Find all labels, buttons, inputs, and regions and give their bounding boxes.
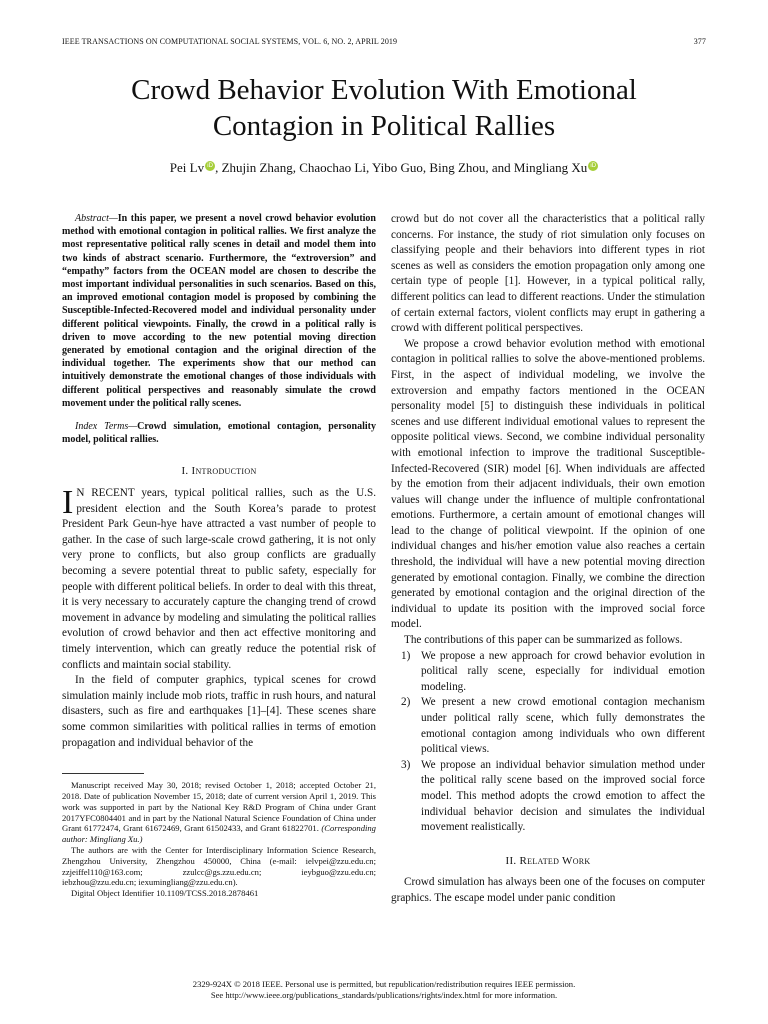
author-rest: , Zhujin Zhang, Chaochao Li, Yibo Guo, Bing Zhou, and Mingliang Xu [215, 160, 588, 175]
list-item: 3) We propose an individual behavior simulation method under the political rally scene based on the improved social force model. This method adopts the crowd emotion to affect the individual behavior decision and simulates the individual movement realistically. [401, 758, 705, 834]
index-terms [62, 420, 376, 446]
footnote-manuscript: Manuscript received May 30, 2018; revised October 1, 2018; accepted October 21, 2018. Date of publication November 15, 2018; date of current version April 1, 2019. This work was supported in part by the National Key R&D Program of China under Grant 2017YFC0804401 and in part by the National Natural Science Foundation of China under Grant 61772474, Grant 61672469, Grant 61502433, and Grant 61822701. (Corresponding author: Mingliang Xu.) [62, 780, 376, 845]
right-paragraph-2: We propose a crowd behavior evolution method with emotional contagion in political rallies to solve the above-mentioned problems. First, in the aspect of individual modeling, we involve the extroversion and empathy factors mentioned in the OCEAN personality model [5] to distinguish these individuals in political scenes and use different individual emotional values to represent the opposite political views. Second, we combine individual personality with emotional infection to improve the traditional Susceptible-Infected-Recovered (SIR) model [6]. When individuals are affected by the emotion from their adjacent individuals, their own emotion values will change under the influence of multiple confrontational emotions. Furthermore, a certain amount of emotional changes will lead to the change of political viewpoint. If the opinion of one individual changes and his/her emotion value also reaches a certain threshold, the individual will have a new potential moving direction generated by emotional contagion. Finally, we combine the direction generated by emotional contagion and the original direction of the individual to update its position with the improved social force model. [391, 337, 705, 631]
title-line-1: Crowd Behavior Evolution With Emotional [131, 74, 637, 106]
list-item: 2) We present a new crowd emotional contagion mechanism under political rally scene, which fully demonstrates the emotional contagion among individuals who own different political views. [401, 696, 705, 756]
intro-paragraph-2: In the field of computer graphics, typical scenes for crowd simulation mainly include mob riots, traffic in rush hours, and natural disasters, such as fire and earthquakes [1]–[4]. These scenes share some common similarities with political rallies in terms of emotion propagation and individual behavior of the [62, 674, 376, 749]
right-paragraph-3: The contributions of this paper can be summarized as follows. [404, 634, 683, 647]
index-terms-label: Index Terms— [75, 421, 138, 433]
orcid-icon[interactable]: iD [205, 161, 215, 171]
author-first: Pei Lv [169, 160, 205, 175]
contributions-list [391, 649, 705, 836]
drop-cap: I [62, 484, 74, 522]
intro-paragraph-1 [62, 486, 376, 673]
related-work-paragraph: Crowd simulation has always been one of the focuses on computer graphics. The escape model under panic condition [391, 876, 705, 904]
abstract-text: In this paper, we present a novel crowd behavior evolution method with emotional contagion in political rallies. We first analyze the most representative political rally scenes in detail and model them into two kinds of abstract scenario. Furthermore, the “extroversion” and “empathy” factors from the OCEAN model are chosen to describe the most important individual personalities in such scenarios. Based on this, an improved emotional contagion model is proposed by combining the Susceptible-Infected-Recovered model and individual personality under different political viewpoints. Finally, the crowd in a political rally is driven to move according to the new potential moving direction generated by emotional contagion and the original direction of the individual together. The experiments show that our method can intuitively demonstrate the emotional changes of those individuals with different political perspectives and reasonably simulate the crowd movement under the political rally scenes. [62, 213, 376, 409]
list-item: 1) We propose a new approach for crowd behavior evolution in political rally scene, especially for individual emotion modeling. [401, 649, 705, 693]
index-terms-text: Crowd simulation, emotional contagion, personality model, political rallies. [62, 421, 377, 446]
page-number: 377 [693, 37, 706, 46]
footnote-doi: Digital Object Identifier 10.1109/TCSS.2018.2878461 [71, 888, 259, 899]
title-line-2: Contagion in Political Rallies [212, 110, 556, 142]
right-paragraph-1: crowd but do not cover all the characteristics that a political rally concerns. For instance, the study of riot simulation only focuses on classifying people and their behaviors into different types in riot scenes as well as considers the emotion propagation only among one certain type of people [1]. However, in a typical political rally, different politics can lead to different reactions. Under the stimulation of certain external factors, violent conflicts may erupt in gathering a crowd with different political perspectives. [391, 213, 705, 335]
journal-header: IEEE TRANSACTIONS ON COMPUTATIONAL SOCIAL SYSTEMS, VOL. 6, NO. 2, APRIL 2019 [62, 37, 398, 46]
author-list [40, 160, 728, 176]
footnote-divider [62, 773, 144, 774]
paper-title [40, 72, 728, 144]
abstract-label: Abstract— [75, 213, 118, 224]
section-heading-introduction: I. Introduction [181, 465, 257, 478]
copyright-notice [40, 979, 728, 1001]
copyright-line-2: See http://www.ieee.org/publications_standards/publications/rights/index.html for more information. [210, 990, 558, 1000]
running-head [62, 37, 706, 46]
copyright-line-1: 2329-924X © 2018 IEEE. Personal use is permitted, but republication/redistribution requires IEEE permission. [192, 979, 576, 989]
intro-p1-text: N RECENT years, typical political rallies, such as the U.S. president election and the South Korea’s parade to protest President Park Geun-hye have attracted a vast number of people to gather. In the case of such large-scale crowd gathering, it is not only very prone to conflicts, but also group conflicts are gradually becoming a severe potential threat to public safety, especially for people with different political beliefs. In order to deal with this threat, it is very necessary to accurately capture the changing trend of crowd movement in advance by modeling and simulating the political rallies evolution of crowd behavior and then act effective monitoring and timely intervention, which can greatly reduce the potential risk of conflicts and maintain social stability. [62, 487, 376, 671]
right-column [391, 212, 705, 907]
section-heading-related-work: II. Related Work [505, 854, 591, 867]
footnote-affiliation: The authors are with the Center for Interdisciplinary Information Science Research, Zhengzhou University, Zhengzhou 450000, China (e-mail: ielvpei@zzu.edu.cn; zzjeiffel110@163.com; zzulcc@gs.zzu.edu.cn; ieybguo@zzu.edu.cn; iebzhou@zzu.edu.cn; iexumingliang@zzu.edu.cn). [62, 844, 376, 888]
left-column [62, 212, 376, 899]
orcid-icon[interactable]: iD [588, 161, 598, 171]
abstract [62, 212, 376, 410]
